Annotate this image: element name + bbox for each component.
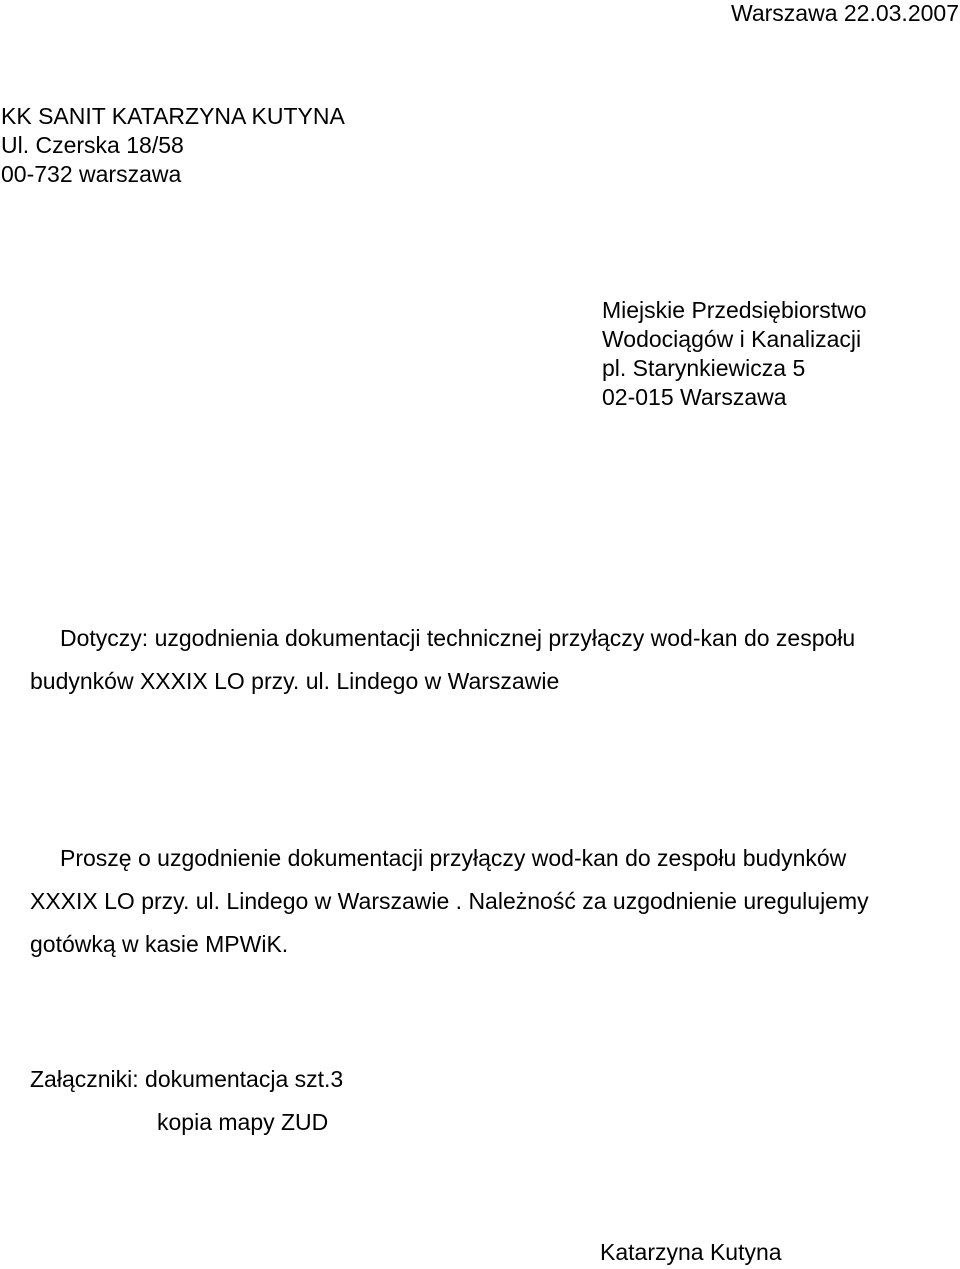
recipient-street: pl. Starynkiewicza 5 [602, 355, 806, 381]
sender-street: Ul. Czerska 18/58 [1, 132, 184, 158]
recipient-postal-city: 02-015 Warszawa [602, 384, 787, 410]
subject-line-2: budynków XXXIX LO przy. ul. Lindego w Warszawie [30, 668, 560, 694]
body-paragraph [30, 845, 960, 974]
sender-address-block [1, 103, 345, 190]
body-line-1: Proszę o uzgodnienie dokumentacji przyłączy wod-kan do zespołu budynków [60, 845, 847, 871]
subject-paragraph [30, 625, 950, 711]
attachments-line-1: Załączniki: dokumentacja szt.3 [30, 1066, 344, 1092]
sender-company-name: KK SANIT KATARZYNA KUTYNA [1, 103, 345, 129]
recipient-address-block [602, 297, 867, 413]
attachments-line-2: kopia mapy ZUD [157, 1109, 329, 1135]
body-line-3: gotówką w kasie MPWiK. [30, 931, 289, 957]
recipient-name-line-1: Miejskie Przedsiębiorstwo [602, 297, 867, 323]
body-line-2: XXXIX LO przy. ul. Lindego w Warszawie . Należność za uzgodnienie uregulujemy [30, 888, 869, 914]
subject-line-1: Dotyczy: uzgodnienia dokumentacji technicznej przyłączy wod-kan do zespołu [60, 625, 856, 651]
sender-postal-city: 00-732 warszawa [1, 161, 182, 187]
recipient-name-line-2: Wodociągów i Kanalizacji [602, 326, 862, 352]
attachments-list [30, 1066, 343, 1152]
signature-name: Katarzyna Kutyna [600, 1239, 782, 1265]
place-and-date: Warszawa 22.03.2007 [730, 0, 959, 26]
